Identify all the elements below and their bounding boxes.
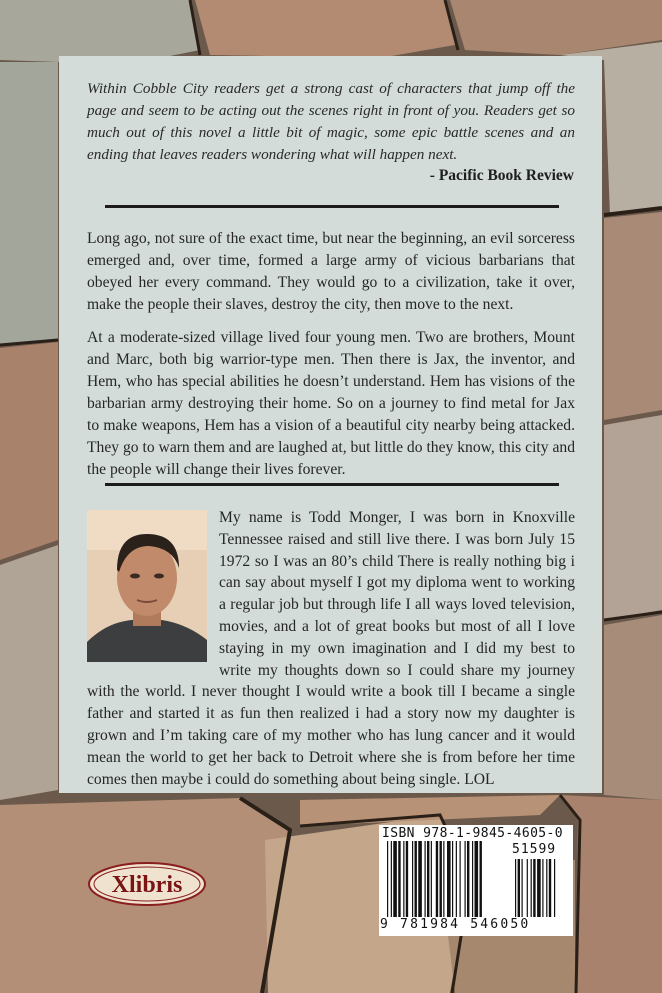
author-bio-section <box>87 507 575 790</box>
synopsis-paragraph-1: Long ago, not sure of the exact time, but near the beginning, an evil sorceress emerged and, over time, formed a large army of vicious barbarians that obeyed her every command. They would go to a civilization, take it over, make the people their slaves, destroy the city, then move to the next. <box>87 230 575 313</box>
review-source: - Pacific Book Review <box>429 167 574 184</box>
divider-rule-1 <box>105 205 559 208</box>
synopsis-paragraph-2: At a moderate-sized village lived four young men. Two are brothers, Mount and Marc, both big warrior-type men. Then there is Jax, the inventor, and Hem, who has special abilities he doesn’t understand. Hem has visions of the barbarian army destroying their home. So on a journey to find metal for Jax to make weapons, Hem has a vision of a beautiful city nearby being attacked. They go to warn them and are laughed at, but little do they know, this city and the people will change their lives forever. <box>87 329 575 478</box>
price-code: 51599 <box>512 842 557 857</box>
author-photo <box>87 510 207 662</box>
author-bio: My name is Todd Monger, I was born in Knoxville Tennessee raised and still live there. I was born July 15 1972 so I was an 80’s child There is really nothing big i can say about myself I got my diploma went to working a regular job but through life I all ways loved television, movies, and a lot of great books but most of all I love staying in my own imagination and I did my best to write my thoughts down so I could share my journey with the world. I never thought I would write a book till I became a single father and started it as fun then realized i had a story now my daughter is grown and I’m taking care of my mother who has lung cancer and it would mean the world to get her back to Detroit where she is from before her time comes then maybe i could do something about being single. LOL <box>87 509 575 788</box>
logo-text: Xlibris <box>111 872 183 898</box>
divider-rule-2 <box>105 483 559 486</box>
review-quote: Within Cobble City readers get a strong cast of characters that jump off the page and seem to be acting out the scenes right in front of you. Readers get so much out of this novel a little bit of magic, some epic battle scenes and an ending that leaves readers wondering what will happen next. <box>87 80 575 163</box>
xlibris-logo <box>87 861 207 907</box>
ean-digits: 9 781984 546050 <box>380 917 531 932</box>
isbn-text: ISBN 978-1-9845-4605-0 <box>382 826 563 841</box>
